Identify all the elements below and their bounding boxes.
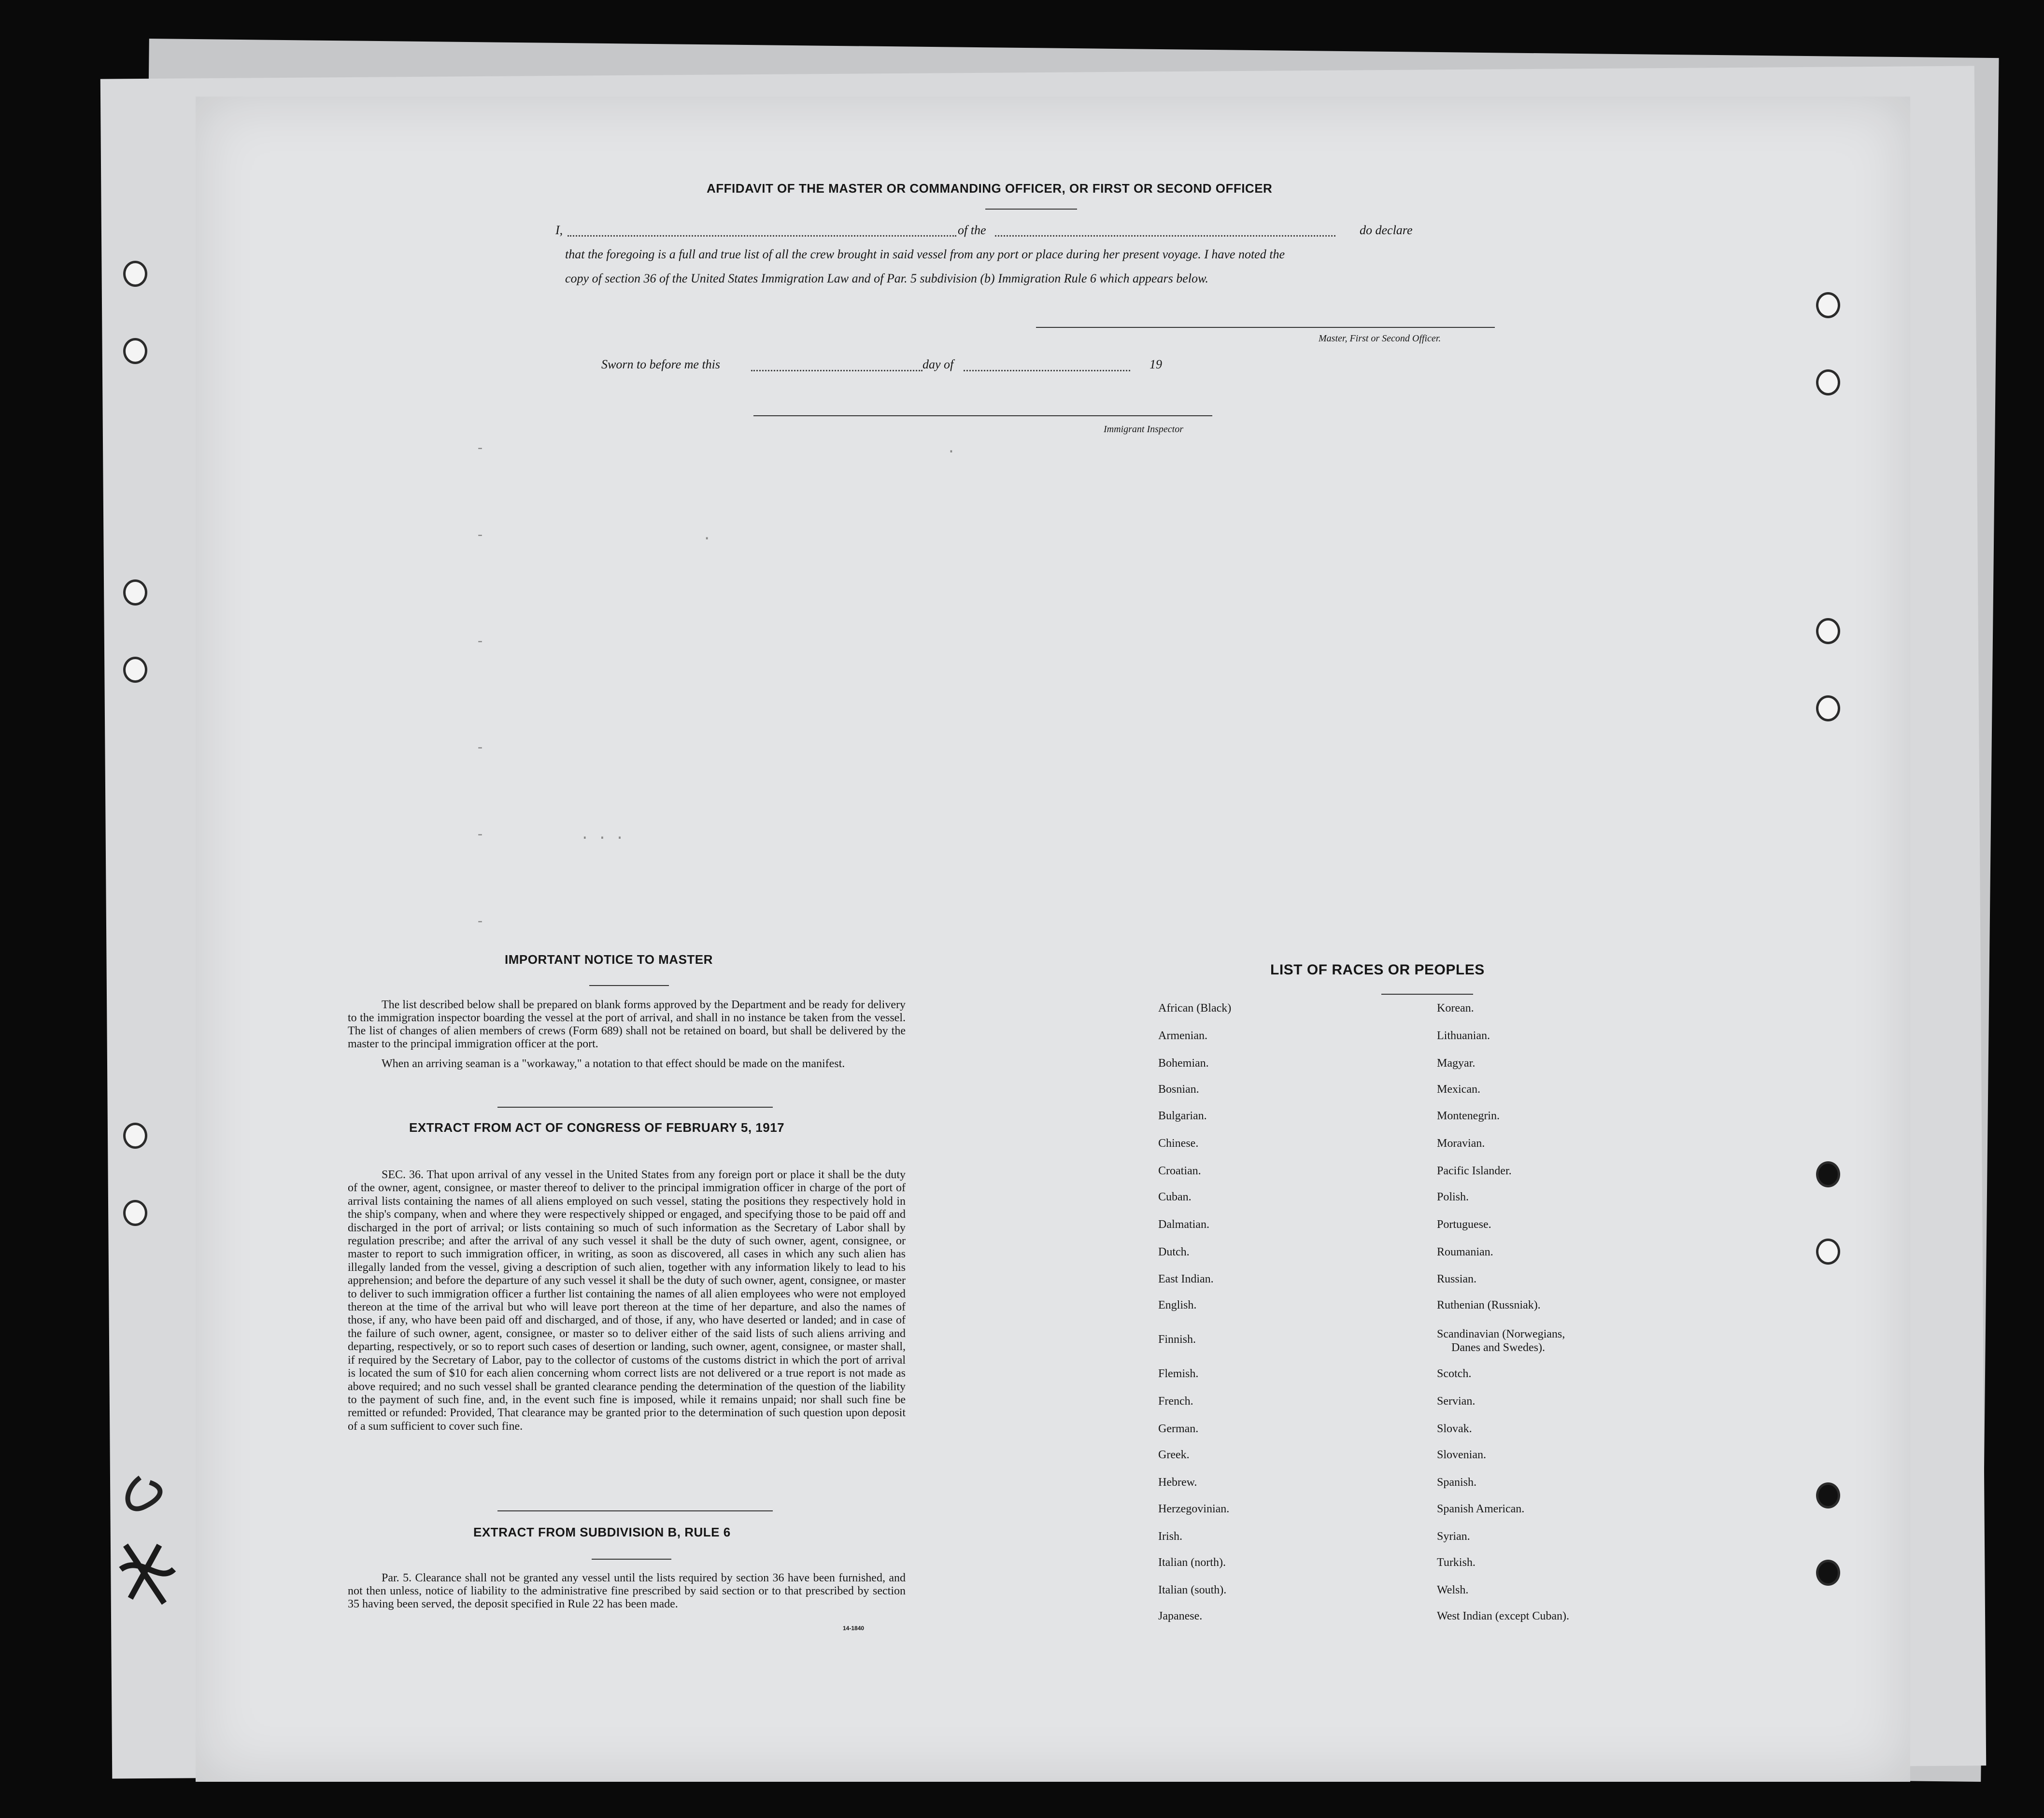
notice-title: IMPORTANT NOTICE TO MASTER bbox=[505, 952, 713, 967]
race-item: Russian. bbox=[1437, 1273, 1477, 1285]
race-item: Armenian. bbox=[1158, 1029, 1207, 1042]
binder-hole bbox=[1816, 1560, 1840, 1586]
name-blank bbox=[568, 235, 956, 237]
race-item: Welsh. bbox=[1437, 1584, 1469, 1596]
affidavit-line1-start: I, bbox=[555, 223, 563, 237]
race-item: Bosnian. bbox=[1158, 1083, 1199, 1096]
races-title: LIST OF RACES OR PEOPLES bbox=[1270, 962, 1485, 978]
race-item: Servian. bbox=[1437, 1395, 1476, 1408]
race-item: Korean. bbox=[1437, 1002, 1474, 1015]
race-item: Croatian. bbox=[1158, 1165, 1201, 1177]
race-item: English. bbox=[1158, 1299, 1197, 1311]
divider bbox=[985, 209, 1077, 210]
race-item: Montenegrin. bbox=[1437, 1110, 1500, 1122]
binder-hole bbox=[1816, 292, 1840, 318]
binder-hole bbox=[1816, 618, 1840, 644]
race-item: Dalmatian. bbox=[1158, 1218, 1209, 1231]
race-item: Slovenian. bbox=[1437, 1449, 1486, 1461]
document-page: - . - . - - - . . . - AFFIDAVIT OF THE MASTER OR COMMANDING OFFICER, OR FIRST OR SECOND OFFICER I, of the do declare that the foregoing is a full and true list of all the crew brought in said vessel from any port or place during her present voyage. I have noted the copy of section 36 of the United States Immigration Law and of Par. 5 subdivision (b) Immigration Rule 6 which appears below. Master, First or Second Officer. Sworn to before me this day of 19 Immigrant Inspector IMPORTANT NOTICE TO MASTER The list described below shall be prepared on blank forms approved by the Department and be ready for delivery to the immigration inspector boarding the vessel at the port of arrival, and shall in no instance be taken from the vessel. The list of changes of alien members of crews (Form 689) shall not be retained on board, but shall be delivered by the master to the principal immigration officer at the port. When an arriving seaman is a "workaway," a notation to that effect should be made on the manifest. EXTRACT FROM ACT OF CONGRESS OF FEBRUARY 5, 1917 SEC. 36. That upon arrival of any vessel in the United States from any foreign port or place it shall be the duty of the owner, agent, consignee, or master thereof to deliver to the principal immigration officer in charge of the port of arrival lists containing the names of all aliens employed on such vessel, stating the positions they respectively hold in the ship's company, when and where they were respectively shipped or engaged, and specifying those to be paid off and discharged in the port of arrival; or lists containing so much of such information as the Secretary of Labor shall by regulation prescribe; and after the arrival of any such vessel it shall be the duty of such owner, agent, consignee, or master to report to such immigration officer, in writing, as soon as discovered, all cases in which any such alien has illegally landed from the vessel, giving a description of such alien, together with any information likely to lead to his apprehension; and before the departure of any such vessel it shall be the duty of such owner, agent, consignee, or master to deliver to such immigration officer a further list containing the names of all alien employees who were not employed thereon at the time of the arrival but who will leave port thereon at the time of her departure, and also the names of those, if any, who have been paid off and discharged, and of those, if any, who have deserted or landed; and in case of the failure of such owner, agent, consignee, or master so to deliver either of the said lists of such aliens arriving and departing, respectively, or so to report such cases of desertion or landing, such owner, agent, consignee, or master shall, if required by the Secretary of Labor, pay to the collector of customs of the customs district in which the port of arrival is located the sum of $10 for each alien concerning whom correct lists are not delivered or a true report is not made as above required; and no such vessel shall be granted clearance pending the determination of the question of the liability to the payment of such fine, and, in the event such fine is imposed, while it remains unpaid; nor shall such fine be remitted or refunded: Provided, That clearance may be granted prior to the determination of such question upon deposit of a sum sufficient to cover such fine. EXTRACT FROM SUBDIVISION B, RULE 6 Par. 5. Clearance shall not be granted any vessel until the lists required by section 36 have been furnished, and not then unless, notice of liability to the administrative fine prescribed by said section or to that prescribed by section 35 having been served, the deposit specified in Rule 22 has been made. 14-1840 LIST OF RACES OR PEOPLES African (Black) Armenian. Bohemian. Bosnian. Bulgarian. Chinese. Croatian. Cuban. Dalmatian. Dutch. East Indian. English. Finnish. Flemish. French. German. Greek. Hebrew. Herzegovinian. Irish. Italian (north). Italian (south). Japanese. Korean. Lithuanian. Magyar. Mexican. Montenegrin. Moravian. Pacific Islander. Polish. Portuguese. Roumanian. Russian. Ruthenian (Russniak). Scandinavian (Norwegians, Danes and Swedes). Scotch. Servian. Slovak. Slovenian. Spanish. Spanish American. Syrian. Turkish. Welsh. West Indian (except Cuban). bbox=[196, 97, 1910, 1782]
divider bbox=[592, 1559, 671, 1560]
race-item: Chinese. bbox=[1158, 1137, 1199, 1150]
race-item: German. bbox=[1158, 1423, 1199, 1435]
notice-paragraph: The list described below shall be prepared on blank forms approved by the Department and be ready for delivery to the immigration inspector boarding the vessel at the port of arrival, and shall in no instance be taken from the vessel. The list of changes of alien members of crews (Form 689) shall not be retained on board, but shall be delivered by the master to the principal immigration officer at the port. bbox=[348, 999, 906, 1050]
divider bbox=[1381, 994, 1473, 995]
binder-hole bbox=[123, 657, 147, 683]
affidavit-line2: that the foregoing is a full and true list of all the crew brought in said vessel from any port or place during her present voyage. I have noted the bbox=[565, 247, 1285, 261]
race-item: Japanese. bbox=[1158, 1610, 1203, 1622]
race-item: Italian (north). bbox=[1158, 1556, 1226, 1569]
divider bbox=[497, 1510, 773, 1511]
race-item: Polish. bbox=[1437, 1191, 1469, 1203]
race-item: Flemish. bbox=[1158, 1367, 1199, 1380]
affidavit-title: AFFIDAVIT OF THE MASTER OR COMMANDING OFFICER, OR FIRST OR SECOND OFFICER bbox=[707, 181, 1273, 196]
affidavit-line1-end: do declare bbox=[1360, 223, 1413, 237]
binder-hole bbox=[123, 261, 147, 287]
binder-hole bbox=[123, 1200, 147, 1226]
race-item: Finnish. bbox=[1158, 1333, 1196, 1346]
inspector-label: Immigrant Inspector bbox=[1104, 424, 1183, 435]
race-item: Pacific Islander. bbox=[1437, 1165, 1512, 1177]
vessel-blank bbox=[995, 235, 1335, 237]
race-item: Bohemian. bbox=[1158, 1057, 1209, 1070]
race-item: Hebrew. bbox=[1158, 1476, 1197, 1489]
race-item: Herzegovinian. bbox=[1158, 1503, 1230, 1515]
race-item: Danes and Swedes). bbox=[1451, 1341, 1545, 1354]
race-item: Cuban. bbox=[1158, 1191, 1192, 1203]
race-item: Slovak. bbox=[1437, 1423, 1472, 1435]
binder-hole bbox=[1816, 1239, 1840, 1265]
notice-paragraph: When an arriving seaman is a "workaway," a notation to that effect should be made on the manifest. bbox=[382, 1057, 845, 1070]
sworn-year: 19 bbox=[1150, 357, 1162, 371]
sworn-text: Sworn to before me this bbox=[601, 357, 721, 371]
race-item: Turkish. bbox=[1437, 1556, 1476, 1569]
sworn-day-text: day of bbox=[923, 357, 954, 371]
act-extract-title: EXTRACT FROM ACT OF CONGRESS OF FEBRUARY 5, 1917 bbox=[409, 1120, 785, 1135]
divider bbox=[589, 985, 669, 986]
race-item: Roumanian. bbox=[1437, 1246, 1493, 1258]
race-item: Spanish American. bbox=[1437, 1503, 1525, 1515]
race-item: Greek. bbox=[1158, 1449, 1190, 1461]
race-item: Bulgarian. bbox=[1158, 1110, 1207, 1122]
race-item: Mexican. bbox=[1437, 1083, 1480, 1096]
binder-hole bbox=[1816, 1482, 1840, 1508]
binder-hole bbox=[1816, 369, 1840, 395]
month-blank bbox=[964, 370, 1130, 371]
binder-hole bbox=[123, 1123, 147, 1149]
form-number: 14-1840 bbox=[843, 1625, 865, 1632]
race-item: Moravian. bbox=[1437, 1137, 1485, 1150]
race-item: Lithuanian. bbox=[1437, 1029, 1490, 1042]
signature-line bbox=[1036, 327, 1495, 328]
race-item: Dutch. bbox=[1158, 1246, 1190, 1258]
race-item: Scotch. bbox=[1437, 1367, 1472, 1380]
binder-hole bbox=[123, 338, 147, 364]
race-item: Scandinavian (Norwegians, bbox=[1437, 1328, 1565, 1340]
binder-hole bbox=[1816, 695, 1840, 721]
inspector-signature-line bbox=[753, 415, 1212, 416]
rule-extract-text: Par. 5. Clearance shall not be granted any vessel until the lists required by section 36 have been furnished, and not then unless, notice of liability to the administrative fine prescribed by said section or to that prescribed by section 35 having been served, the deposit specified in Rule 22 has been made. bbox=[348, 1572, 906, 1610]
signature-label: Master, First or Second Officer. bbox=[1319, 333, 1441, 344]
handwritten-mark-icon bbox=[111, 1473, 179, 1608]
race-item: Italian (south). bbox=[1158, 1584, 1227, 1596]
binder-hole bbox=[1816, 1161, 1840, 1187]
act-extract-text: SEC. 36. That upon arrival of any vessel in the United States from any foreign port or place it shall be the duty of the owner, agent, consignee, or master thereof to deliver to the principal immigration officer in charge of the port of arrival lists containing the names of all aliens employed on such vessel, stating the positions they respectively hold in the ship's company, when and where they were respectively shipped or engaged, and specifying those to be paid off and discharged in the port of arrival; or lists containing so much of such information as the Secretary of Labor shall by regulation prescribe; and after the arrival of any such vessel it shall be the duty of such owner, agent, consignee, or master to report to such immigration officer, in writing, as soon as discovered, all cases in which any such alien has illegally landed from the vessel, giving a description of such alien, together with any information likely to lead to his apprehension; and before the departure of any such vessel it shall be the duty of such owner, agent, consignee, or master to deliver to such immigration officer a further list containing the names of all alien employees who were not employed thereon at the time of the arrival but who will leave port thereon at the time of her departure, and also the names of those, if any, who have been paid off and discharged, and of those, if any, who have deserted or landed; and in case of the failure of such owner, agent, consignee, or master so to deliver either of the said lists of such aliens arriving and departing, respectively, or so to report such cases of desertion or landing, such owner, agent, consignee, or master shall, if required by the Secretary of Labor, pay to the collector of customs of the customs district in which the port of arrival is located the sum of $10 for each alien concerning whom correct lists are not delivered or a true report is not made as above required; and no such vessel shall be granted clearance pending the determination of the question of the liability to the payment of such fine, and, in the event such fine is imposed, while it remains unpaid; nor shall such fine be remitted or refunded: Provided, That clearance may be granted prior to the determination of such question upon deposit of a sum sufficient to cover such fine. bbox=[348, 1169, 906, 1433]
rule-extract-title: EXTRACT FROM SUBDIVISION B, RULE 6 bbox=[473, 1525, 731, 1539]
race-item: African (Black) bbox=[1158, 1002, 1232, 1015]
race-item: Spanish. bbox=[1437, 1476, 1477, 1489]
binder-hole bbox=[123, 579, 147, 606]
race-item: Irish. bbox=[1158, 1530, 1182, 1543]
race-item: Ruthenian (Russniak). bbox=[1437, 1299, 1541, 1311]
race-item: Portuguese. bbox=[1437, 1218, 1491, 1231]
affidavit-line1-mid: of the bbox=[958, 223, 986, 237]
day-blank bbox=[751, 370, 923, 371]
divider bbox=[497, 1107, 773, 1108]
race-item: Magyar. bbox=[1437, 1057, 1476, 1070]
race-item: Syrian. bbox=[1437, 1530, 1470, 1543]
affidavit-line3: copy of section 36 of the United States Immigration Law and of Par. 5 subdivision (b) Immigration Rule 6 which appears below. bbox=[565, 271, 1208, 285]
race-item: East Indian. bbox=[1158, 1273, 1214, 1285]
race-item: French. bbox=[1158, 1395, 1193, 1408]
race-item: West Indian (except Cuban). bbox=[1437, 1610, 1569, 1622]
